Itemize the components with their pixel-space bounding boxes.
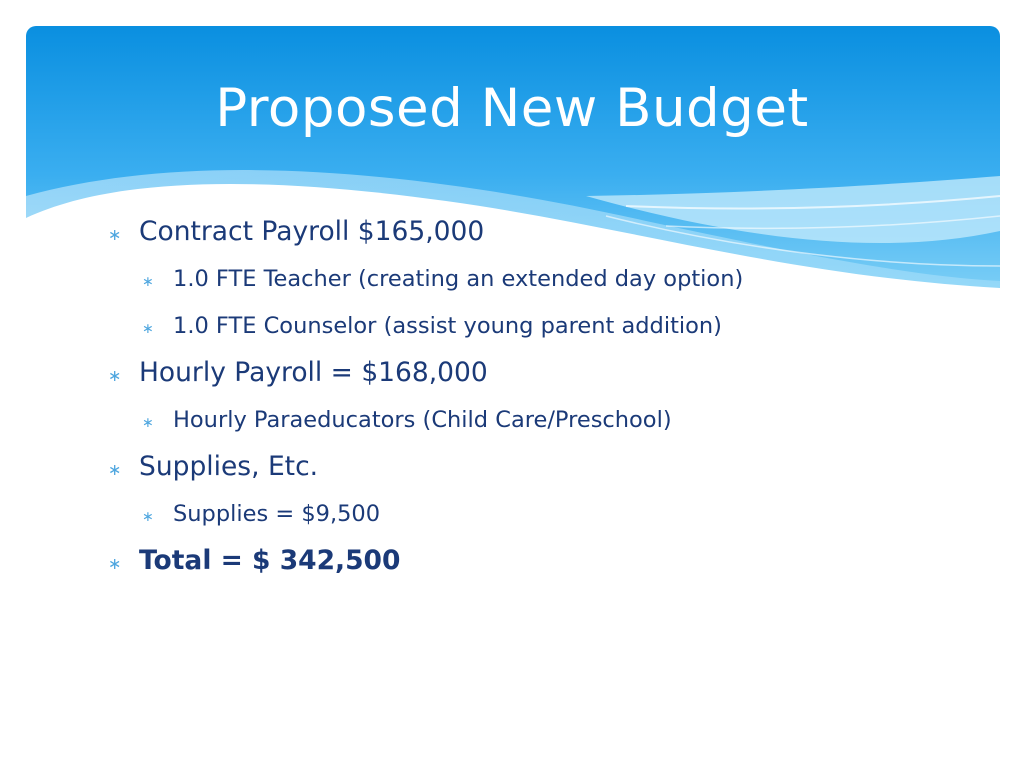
list-item: [108, 210, 988, 257]
asterisk-bullet-icon: ∗: [108, 460, 122, 479]
list-item-text: 1.0 FTE Teacher (creating an extended day option): [173, 266, 744, 292]
list-item-text: 1.0 FTE Counselor (assist young parent addition): [173, 313, 722, 339]
list-item: [108, 351, 988, 398]
asterisk-bullet-icon: ∗: [142, 509, 154, 525]
list-item-text: Contract Payroll $165,000: [139, 216, 485, 247]
asterisk-bullet-icon: ∗: [108, 225, 122, 244]
slide-title: Proposed New Budget: [215, 78, 809, 139]
list-item-total: [108, 539, 988, 586]
list-subitem: [108, 398, 988, 445]
total-text: Total = $ 342,500: [139, 545, 401, 576]
asterisk-bullet-icon: ∗: [142, 274, 154, 290]
asterisk-bullet-icon: ∗: [142, 415, 154, 431]
list-subitem: [108, 257, 988, 304]
list-item: [108, 445, 988, 492]
list-item-text: Supplies, Etc.: [139, 451, 319, 482]
list-item-text: Hourly Payroll = $168,000: [139, 357, 488, 388]
list-subitem: [108, 304, 988, 351]
bullet-list: [108, 210, 988, 586]
list-subitem: [108, 492, 988, 539]
asterisk-bullet-icon: ∗: [142, 321, 154, 337]
list-item-text: Hourly Paraeducators (Child Care/Preschool): [173, 407, 672, 433]
asterisk-bullet-icon: ∗: [108, 366, 122, 385]
asterisk-bullet-icon: ∗: [108, 554, 122, 573]
list-item-text: Supplies = $9,500: [173, 501, 381, 527]
